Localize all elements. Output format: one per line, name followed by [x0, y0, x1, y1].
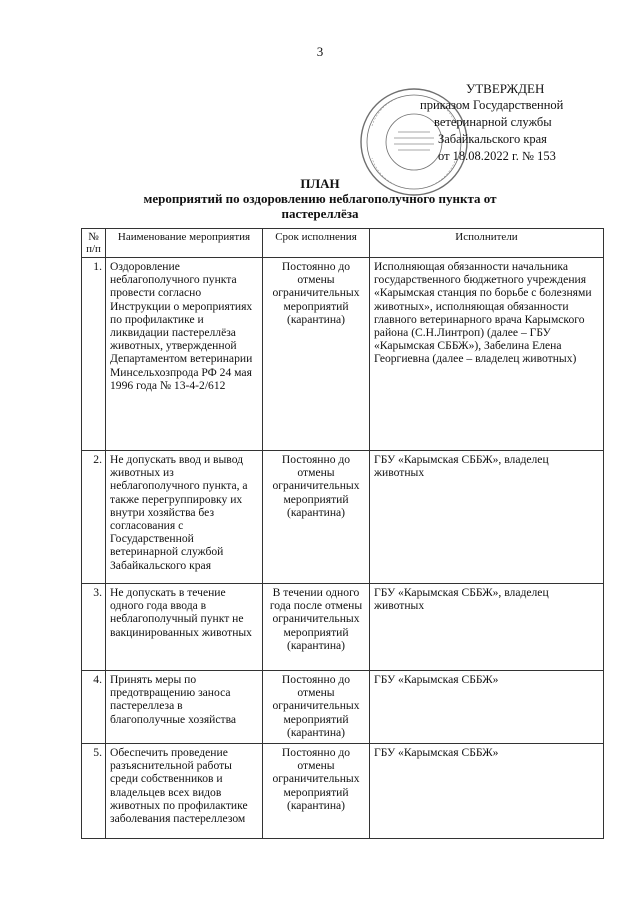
- measure-deadline: В течении одного года после отмены ограничительных мероприятий (карантина): [263, 584, 370, 671]
- row-number: 3.: [82, 584, 106, 671]
- measure-deadline: Постоянно до отмены ограничительных мероприятий (карантина): [263, 451, 370, 584]
- measure-name: Не допускать ввод и вывод животных из неблагополучного пункта, а также перегруппировку их внутри хозяйства без согласования с Государственной ветеринарной службой Забайкальского края: [106, 451, 263, 584]
- row-number: 1.: [82, 258, 106, 451]
- table-header-row: [82, 229, 604, 258]
- row-number: 2.: [82, 451, 106, 584]
- measure-name: Не допускать в течение одного года ввода в неблагополучный пункт не вакцинированных животных: [106, 584, 263, 671]
- row-number: 4.: [82, 671, 106, 744]
- approval-block: [420, 80, 620, 165]
- measure-executors: ГБУ «Карымская СББЖ», владелец животных: [370, 584, 604, 671]
- measure-deadline: Постоянно до отмены ограничительных мероприятий (карантина): [263, 671, 370, 744]
- approval-line: приказом Государственной: [420, 98, 564, 112]
- table-row: [82, 451, 604, 584]
- title-heading: ПЛАН: [300, 176, 340, 191]
- page-number: 3: [316, 44, 324, 59]
- measures-table: [81, 228, 604, 839]
- title-subheading: мероприятий по оздоровлению неблагополучного пункта от: [143, 191, 497, 206]
- approval-date-line: от 18.08.2022 г. № 153: [438, 149, 556, 163]
- document-title: [90, 176, 550, 221]
- measure-deadline: Постоянно до отмены ограничительных мероприятий (карантина): [263, 744, 370, 839]
- table-row: [82, 671, 604, 744]
- measure-deadline: Постоянно до отмены ограничительных мероприятий (карантина): [263, 258, 370, 451]
- header-executors: Исполнители: [370, 229, 604, 258]
- table-row: [82, 584, 604, 671]
- header-deadline: Срок исполнения: [263, 229, 370, 258]
- measure-executors: ГБУ «Карымская СББЖ», владелец животных: [370, 451, 604, 584]
- measure-executors: Исполняющая обязанности начальника государственного бюджетного учреждения «Карымская станция по борьбе с болезнями животных», исполняющая обязанности главного ветеринарного врача Карымского района (С.Н.Линтроп) (далее – ГБУ «Карымская СББЖ»), Забелина Елена Георгиевна (далее – владелец животных): [370, 258, 604, 451]
- header-num: № п/п: [82, 229, 106, 258]
- header-measure-name: Наименование мероприятия: [106, 229, 263, 258]
- title-subheading-cont: пастереллёза: [281, 206, 359, 221]
- approval-heading: УТВЕРЖДЕН: [466, 81, 545, 96]
- row-number: 5.: [82, 744, 106, 839]
- measure-name: Обеспечить проведение разъяснительной работы среди собственников и владельцев всех видов животных по профилактике заболевания пастереллезом: [106, 744, 263, 839]
- measure-name: Оздоровление неблагополучного пункта провести согласно Инструкции о мероприятиях по профилактике и ликвидации пастереллёза животных, утвержденной Департаментом ветеринарии Минсельхозпрода РФ 24 мая 1996 года № 13-4-2/612: [106, 258, 263, 451]
- table-row: [82, 744, 604, 839]
- measure-name: Принять меры по предотвращению заноса пастереллеза в благополучные хозяйства: [106, 671, 263, 744]
- measure-executors: ГБУ «Карымская СББЖ»: [370, 744, 604, 839]
- approval-line: Забайкальского края: [438, 132, 547, 146]
- table-row: [82, 258, 604, 451]
- measure-executors: ГБУ «Карымская СББЖ»: [370, 671, 604, 744]
- approval-line: ветеринарной службы: [434, 115, 552, 129]
